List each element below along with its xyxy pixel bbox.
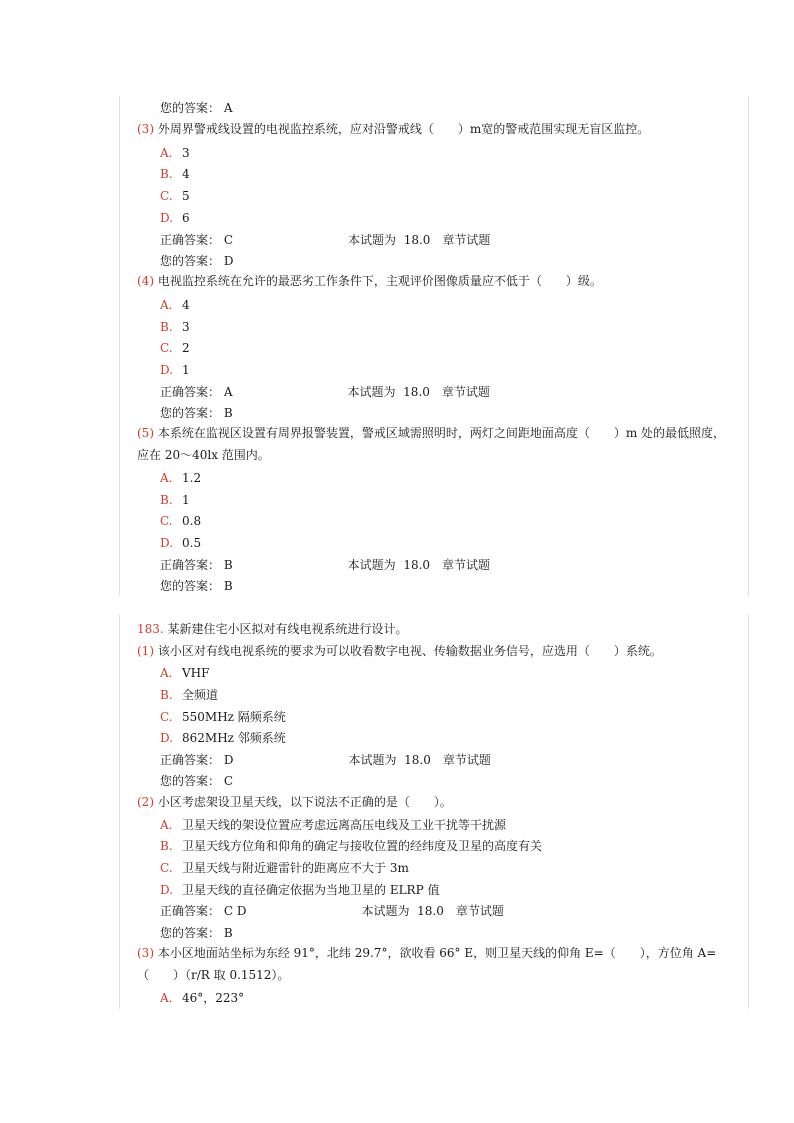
correct-answer-row: 正确答案： C 本试题为 18.0 章节试题 bbox=[160, 233, 491, 247]
block2-border-right bbox=[748, 614, 749, 1009]
question-5-text: (5) 本系统在监视区设置有周界报警装置，警戒区域需照明时，两灯之间距地面高度（ ）m 处的最低照度，应在 20～40lx 范围内。 bbox=[137, 426, 726, 462]
question-3-text: (3) 本小区地面站坐标为东经 91°，北纬 29.7°，欲收看 66° E，则卫星天线的仰角 E=（ ），方位角 A=（ ）（r/R 取 0.1512）。 bbox=[137, 946, 717, 982]
option-a[interactable]: A. VHF bbox=[160, 666, 210, 680]
correct-answer-row: 正确答案： C D 本试题为 18.0 章节试题 bbox=[160, 904, 504, 918]
question-1-text: (1) 该小区对有线电视系统的要求为可以收看数字电视、传输数据业务信号，应选用（ ）系统。 bbox=[137, 644, 662, 658]
option-a[interactable]: A. 1.2 bbox=[160, 471, 202, 485]
question-3-text: (3) 外周界警戒线设置的电视监控系统，应对沿警戒线（ ）m宽的警戒范围实现无盲区监控。 bbox=[137, 122, 650, 136]
option-b[interactable]: B. 卫星天线方位角和仰角的确定与接收位置的经纬度及卫星的高度有关 bbox=[160, 839, 543, 853]
option-b[interactable]: B. 1 bbox=[160, 493, 190, 507]
option-d[interactable]: D. 6 bbox=[160, 211, 190, 225]
block2-border-left bbox=[119, 614, 120, 1009]
question-2-text: (2) 小区考虑架设卫星天线，以下说法不正确的是（ ）。 bbox=[137, 795, 452, 809]
your-answer-row: 您的答案： B bbox=[160, 926, 233, 940]
your-answer-row: 您的答案： B bbox=[160, 406, 233, 420]
case-183-title: 183. 某新建住宅小区拟对有线电视系统进行设计。 bbox=[137, 622, 408, 636]
option-c[interactable]: C. 0.8 bbox=[160, 514, 202, 528]
question-4-text: (4) 电视监控系统在允许的最恶劣工作条件下，主观评价图像质量应不低于（ ）级。 bbox=[137, 274, 602, 288]
option-b[interactable]: B. 全频道 bbox=[160, 688, 219, 702]
option-b[interactable]: B. 4 bbox=[160, 167, 190, 181]
your-answer-row: 您的答案： D bbox=[160, 254, 234, 268]
correct-answer-row: 正确答案： A 本试题为 18.0 章节试题 bbox=[160, 385, 490, 399]
option-c[interactable]: C. 5 bbox=[160, 189, 190, 203]
option-c[interactable]: C. 2 bbox=[160, 341, 190, 355]
your-answer-prev: 您的答案： A bbox=[160, 101, 233, 115]
option-b[interactable]: B. 3 bbox=[160, 320, 190, 334]
option-a[interactable]: A. 46°，223° bbox=[160, 991, 245, 1005]
your-answer-row: 您的答案： B bbox=[160, 579, 233, 593]
option-d[interactable]: D. 862MHz 邻频系统 bbox=[160, 731, 286, 745]
block1-border-right bbox=[748, 96, 749, 596]
option-a[interactable]: A. 3 bbox=[160, 146, 190, 160]
option-d[interactable]: D. 1 bbox=[160, 363, 190, 377]
option-c[interactable]: C. 卫星天线与附近避雷针的距离应不大于 3m bbox=[160, 861, 409, 875]
block1-border-left bbox=[119, 96, 120, 596]
option-d[interactable]: D. 0.5 bbox=[160, 536, 202, 550]
option-d[interactable]: D. 卫星天线的直径确定依据为当地卫星的 ELRP 值 bbox=[160, 883, 440, 897]
option-c[interactable]: C. 550MHz 隔频系统 bbox=[160, 710, 286, 724]
option-a[interactable]: A. 卫星天线的架设位置应考虑远离高压电线及工业干扰等干扰源 bbox=[160, 818, 507, 832]
correct-answer-row: 正确答案： D 本试题为 18.0 章节试题 bbox=[160, 753, 491, 767]
correct-answer-row: 正确答案： B 本试题为 18.0 章节试题 bbox=[160, 558, 491, 572]
option-a[interactable]: A. 4 bbox=[160, 298, 190, 312]
your-answer-row: 您的答案： C bbox=[160, 774, 234, 788]
